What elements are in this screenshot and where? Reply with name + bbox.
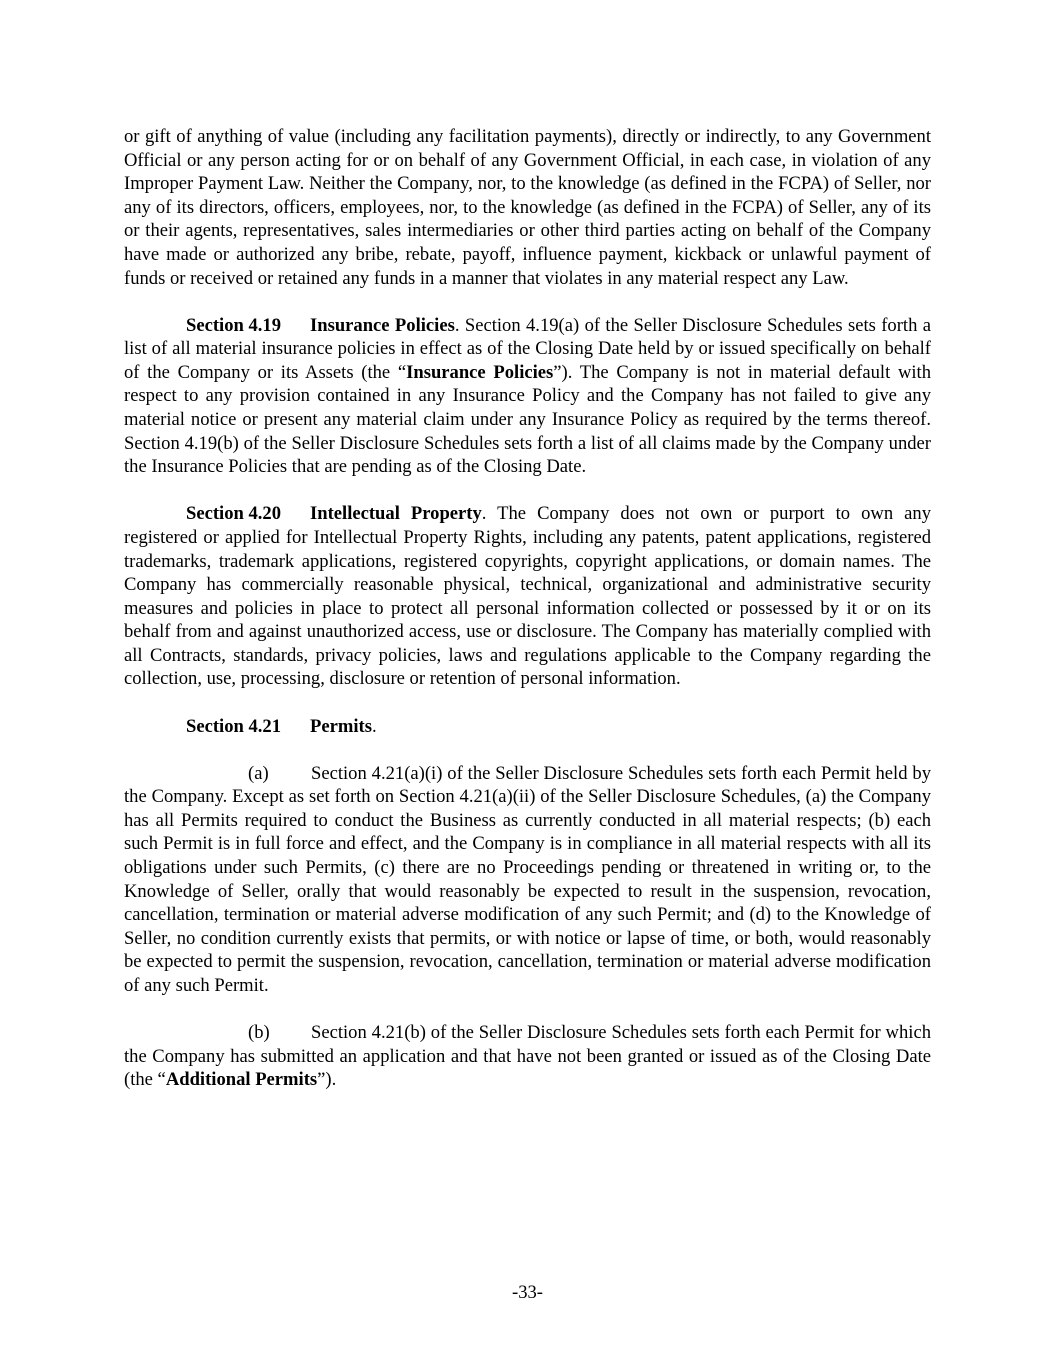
section-text: . The Company does not own or purport to own any registered or applied for Intellectual Property Rights, including any patents, patent applications, registered trademarks, trademark applications, registered copyrights, copyright applications, or domain names. The Company has commercially reasonable physical, technical, organizational and administrative security measures and policies in place to protect all personal information collected or possessed by it or on its behalf from and against unauthorized access, use or disclosure. The Company has materially complied with all Contracts, standards, privacy policies, laws and regulations applicable to the Company regarding the collection, use, processing, disclosure or retention of personal information.: [124, 503, 931, 690]
subsection-label: (b): [248, 1022, 270, 1044]
section-4-19: [124, 314, 931, 479]
section-number: Section 4.21: [186, 715, 282, 737]
section-title: Permits: [310, 715, 372, 737]
subsection-label: (a): [248, 762, 269, 784]
section-title: Intellectual Property: [310, 503, 482, 525]
document-page: [124, 125, 931, 1092]
section-title-suffix: .: [371, 715, 377, 737]
section-text: ”). The Company is not in material default with respect to any provision contained in any Insurance Policy and the Company has not failed to give any material notice or present any material claim under any Insurance Policy as required by the terms thereof. Section 4.19(b) of the Seller Disclosure Schedules sets forth a list of all claims made by the Company under the Insurance Policies that are pending as of the Closing Date.: [124, 361, 932, 478]
subsection-text: Section 4.21(b) of the Seller Disclosure Schedules sets forth each Permit for which the Company has submitted an application and that have not been granted or issued as of the Closing Date (the “: [124, 1022, 931, 1091]
subsection-a: [124, 762, 931, 998]
section-number: Section 4.20: [186, 503, 282, 525]
defined-term: Insurance Policies: [406, 361, 554, 383]
page-number: -33-: [512, 1282, 543, 1303]
subsection-text: Section 4.21(a)(i) of the Seller Disclosure Schedules sets forth each Permit held by the Company. Except as set forth on Section 4.21(a)(ii) of the Seller Disclosure Schedules, (a) the Company has all Permits required to conduct the Business as currently conducted in all material respects; (b) each such Permit is in full force and effect, and the Company is in compliance in all material respects with all its obligations under such Permits, (c) there are no Proceedings pending or threatened in writing or, to the Knowledge of Seller, orally that would reasonably be expected to result in the suspension, revocation, cancellation, termination or material adverse modification of any such Permit; and (d) to the Knowledge of Seller, no condition currently exists that permits, or with notice or lapse of time, or both, would reasonably be expected to permit the suspension, revocation, cancellation, termination or material adverse modification of any such Permit.: [124, 762, 931, 996]
subsection-b: [124, 1021, 931, 1092]
continuation-text: or gift of anything of value (including any facilitation payments), directly or indirectly, to any Government Official or any person acting for or on behalf of any Government Official, in each case, in violation of any Improper Payment Law. Neither the Company, nor, to the knowledge (as defined in the FCPA) of Seller, nor any of its directors, officers, employees, nor, to the knowledge (as defined in the FCPA) of Seller, any of its or their agents, representatives, sales intermediaries or other third parties acting on behalf of the Company have made or authorized any bribe, rebate, payoff, influence payment, kickback or unlawful payment of funds or received or retained any funds in a manner that violates in any material respect any Law.: [124, 126, 931, 289]
defined-term: Additional Permits: [165, 1069, 318, 1091]
section-text: . Section 4.19(a) of the Seller Disclosure Schedules sets forth a list of all material insurance policies in effect as of the Closing Date held by or issued specifically on behalf of the Company or its Assets (the “: [124, 314, 932, 383]
section-title: Insurance Policies: [310, 314, 455, 336]
section-4-20: [124, 502, 931, 691]
continuation-paragraph: [124, 125, 931, 290]
section-4-21-heading: [124, 715, 931, 739]
section-number: Section 4.19: [186, 314, 282, 336]
subsection-text: ”).: [317, 1069, 337, 1091]
